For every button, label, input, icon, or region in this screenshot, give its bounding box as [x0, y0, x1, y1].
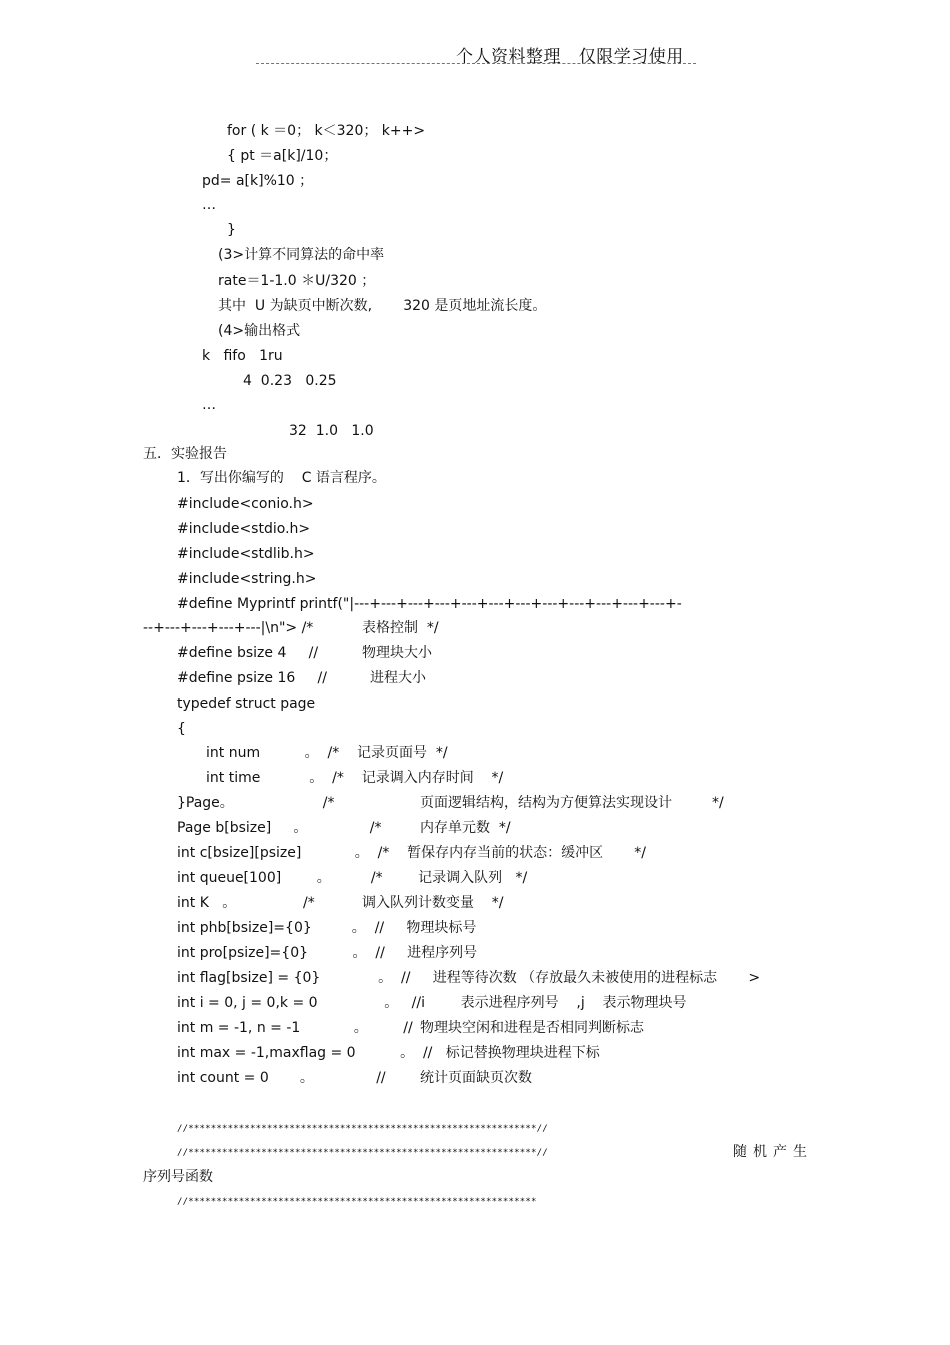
code-line: #include<stdio.h>: [177, 521, 311, 537]
page-header-title: 个人资料整理 仅限学习使用: [456, 47, 684, 67]
code-comment: 物理块大小: [362, 645, 432, 661]
code-line: }Page。 /*: [177, 795, 335, 811]
code-line: #include<stdlib.h>: [177, 546, 315, 562]
text-line: { pt ＝a[k]/10；: [227, 148, 338, 164]
code-comment: 页面逻辑结构，结构为方便算法实现设计 */: [420, 795, 724, 811]
code-line: #define Myprintf printf("|---+---+---+---+---+---+---+---+---+---+---+---+-: [177, 596, 682, 612]
section-heading: 五．实验报告: [143, 446, 227, 462]
text-line: 随机产生: [733, 1144, 813, 1160]
code-line: int flag[bsize] = {0} 。 // 进程等待次数 （存放最久未被使用的进程标志 >: [177, 970, 761, 986]
code-comment: 进程大小: [370, 670, 426, 686]
text-line: 其中 U 为缺页中断次数, 320 是页地址流长度。: [218, 298, 547, 314]
code-line: #define psize 16 //: [177, 670, 327, 686]
code-separator: //**************************************************************: [177, 1197, 537, 1207]
header-divider: [256, 63, 696, 64]
text-line: pd= a[k]%10 ；: [202, 173, 314, 189]
code-line: int m = -1, n = -1 。 //: [177, 1020, 413, 1036]
text-line: …: [202, 397, 216, 413]
code-separator: //**************************************************************//: [177, 1124, 548, 1134]
code-line: int c[bsize][psize] 。 /* 暂保存内存当前的状态：缓冲区 */: [177, 845, 646, 861]
code-comment: 统计页面缺页次数: [420, 1070, 532, 1086]
code-line: #define bsize 4 //: [177, 645, 319, 661]
text-line: …: [202, 197, 216, 213]
code-comment: 内存单元数 */: [420, 820, 511, 836]
code-line: int pro[psize]={0} 。 // 进程序列号: [177, 945, 478, 961]
text-line: 32 1.0 1.0: [289, 423, 374, 439]
code-comment: 物理块空闲和进程是否相同判断标志: [420, 1020, 644, 1036]
code-comment: 调入队列计数变量 */: [362, 895, 504, 911]
code-line: int time 。 /* 记录调入内存时间 */: [206, 770, 504, 786]
code-line: int count = 0 。 //: [177, 1070, 386, 1086]
text-line: (4>输出格式: [218, 323, 301, 339]
text-line: rate＝1-1.0 ＊U/320 ；: [218, 273, 376, 289]
code-line: int phb[bsize]={0} 。 // 物理块标号: [177, 920, 477, 936]
code-line: Page b[bsize] 。 /*: [177, 820, 382, 836]
text-line: 1．写出你编写的 C 语言程序。: [177, 470, 386, 486]
code-line: --+---+---+---+---|\n"> /*: [143, 620, 314, 636]
text-line: 4 0.23 0.25: [243, 373, 337, 389]
text-line: for ( k ＝0； k＜320； k++>: [227, 123, 426, 139]
code-line: int num 。 /* 记录页面号 */: [206, 745, 448, 761]
code-line: int max = -1,maxflag = 0 。 // 标记替换物理块进程下标: [177, 1045, 600, 1061]
code-line: #include<conio.h>: [177, 496, 314, 512]
text-line: }: [227, 222, 236, 238]
text-line: (3>计算不同算法的命中率: [218, 247, 385, 263]
text-line: k fifo 1ru: [202, 348, 283, 364]
code-separator: //**************************************************************//: [177, 1148, 548, 1158]
text-line: 序列号函数: [143, 1169, 213, 1185]
code-line: {: [177, 721, 186, 737]
code-line: int i = 0, j = 0,k = 0 。 //i 表示进程序列号 ,j 表示物理块号: [177, 995, 687, 1011]
code-line: int queue[100] 。 /* 记录调入队列 */: [177, 870, 528, 886]
code-line: int K 。 /*: [177, 895, 315, 911]
code-line: #include<string.h>: [177, 571, 317, 587]
code-comment: 表格控制 */: [362, 620, 439, 636]
code-line: typedef struct page: [177, 696, 316, 712]
